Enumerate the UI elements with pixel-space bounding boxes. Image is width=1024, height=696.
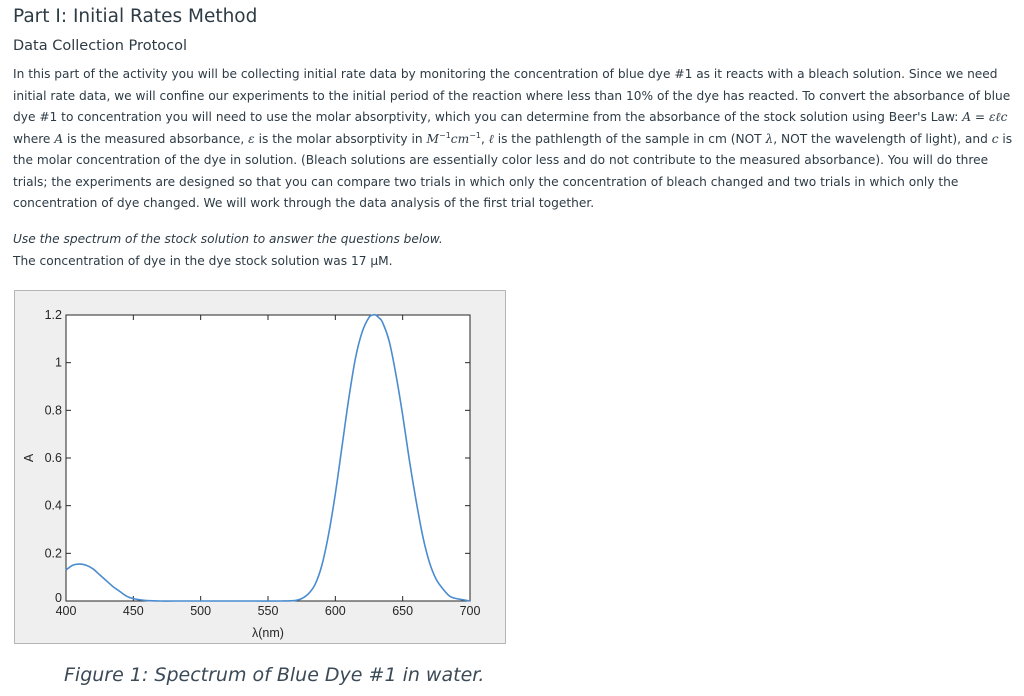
y-tick-label: 1.2 (44, 308, 62, 322)
y-tick-label: 0.4 (44, 498, 62, 513)
unit-molar: M (426, 131, 439, 146)
stock-concentration-text: The concentration of dye in the dye stock solution was 17 µM. (13, 254, 393, 268)
var-absorbance: A (54, 131, 64, 146)
y-tick-label: 1 (55, 355, 62, 370)
x-tick-label: 400 (55, 604, 77, 618)
var-epsilon: ε (248, 131, 255, 146)
spectrum-chart (15, 291, 505, 643)
paragraph-text-1: In this part of the activity you will be collecting initial rate data by monitoring the concentration of blue dye #1 as it reacts with a bleach solution. Since we need initial rate data, we will confine our experiments to the initial period of the reaction where less than 10% of the dye has reacted. To convert the absorbance of blue dye #1 to concentration you will need to use the molar absorptivity, which you can determine from the absorbance of the stock solution using Beer's Law: (13, 67, 1011, 124)
paragraph-comma: , (480, 131, 485, 146)
x-tick-label: 550 (257, 604, 279, 618)
y-tick-label: 0.8 (44, 403, 62, 418)
y-tick-label: 0.2 (44, 546, 62, 561)
paragraph-text-3: is the measured absorbance, (67, 131, 245, 146)
paragraph-text-8: is the molar concentration of the dye in solution. (Bleach solutions are essentially color less and do not contribute to the measured absorbance). You will do three trials; the experiments are designed so that you can compare two trials in which only the concentration of bleach changed and two trials in which only the concentration of dye changed. We will work through the data analysis of the first trial together. (13, 131, 1013, 210)
unit-cm: cm (450, 131, 470, 146)
page-title: Part I: Initial Rates Method (13, 6, 258, 27)
var-concentration: c (991, 131, 999, 146)
x-axis-label: λ(nm) (252, 626, 284, 640)
beers-law-formula: A = εℓc (962, 110, 1008, 124)
intro-paragraph (13, 64, 1013, 215)
var-pathlength: ℓ (488, 131, 494, 146)
spectrum-instruction: Use the spectrum of the stock solution to answer the questions below. (13, 232, 443, 246)
var-lambda: λ (765, 131, 774, 146)
y-axis-label: A (22, 453, 36, 463)
y-tick-label: 0.6 (44, 451, 62, 465)
unit-molar-exponent: −1 (439, 130, 451, 140)
unit-cm-exponent: −1 (469, 130, 481, 140)
x-tick-label: 500 (190, 604, 212, 618)
x-tick-label: 700 (459, 604, 481, 618)
figure-caption: Figure 1: Spectrum of Blue Dye #1 in water. (64, 664, 485, 686)
x-tick-label: 450 (122, 604, 144, 618)
x-tick-label: 650 (392, 604, 414, 618)
paragraph-text-4: is the molar absorptivity in (258, 131, 423, 146)
x-tick-label: 600 (324, 604, 346, 618)
section-subtitle: Data Collection Protocol (13, 38, 187, 54)
y-tick-label: 0 (55, 591, 62, 605)
paragraph-text-7: , NOT the wavelength of light), and (773, 131, 988, 146)
paragraph-text-2: where (13, 131, 51, 146)
spectrum-figure (14, 290, 506, 644)
paragraph-text-6: is the pathlength of the sample in cm (NOT (497, 131, 762, 146)
